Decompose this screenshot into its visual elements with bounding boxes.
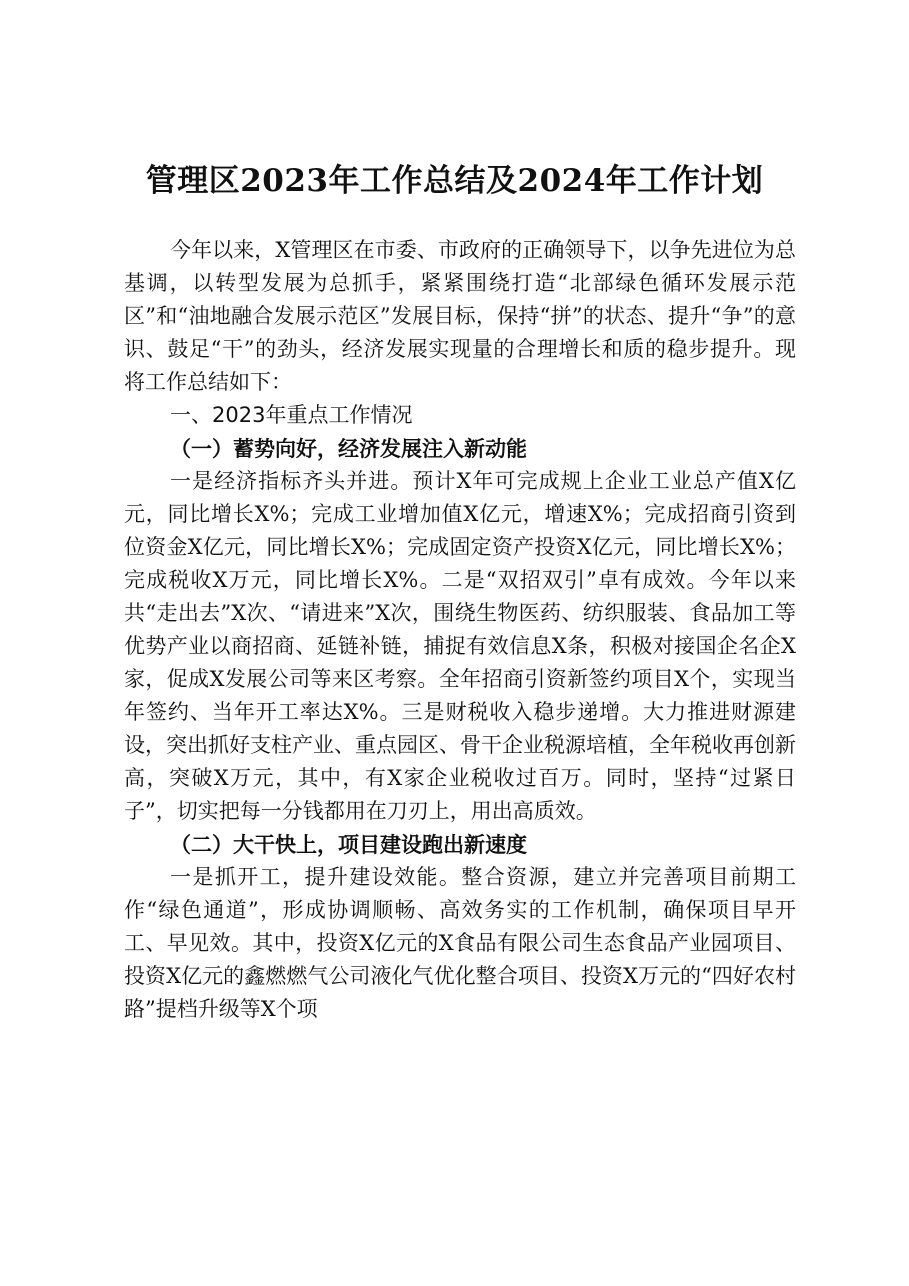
- section-heading-1: 一、2023年重点工作情况: [170, 403, 413, 427]
- subsection-1-paragraph: 一是经济指标齐头并进。预计X年可完成规上企业工业总产值X亿元，同比增长X%；完成工业增加值X亿元，增速X%；完成招商引资到位资金X亿元，同比增长X%；完成固定资产投资X亿元，同比增长X%；完成税收X万元，同比增长X%。二是“双招双引”卓有成效。今年以来共“走出去”X次、“请进来”X次，围绕生物医药、纺织服装、食品加工等优势产业以商招商、延链补链，捕捉有效信息X条，积极对接国企名企X家，促成X发展公司等来区考察。全年招商引资新签约项目X个，实现当年签约、当年开工率达X%。三是财税收入稳步递增。大力推进财源建设，突出抓好支柱产业、重点园区、骨干企业税源培植，全年税收再创新高，突破X万元，其中，有X家企业税收过百万。同时，坚持“过紧日子”，切实把每一分钱都用在刀刃上，用出高质效。: [124, 469, 796, 823]
- subsection-heading-1: （一）蓄势向好，经济发展注入新动能: [170, 436, 527, 461]
- subsection-heading-2: （二）大干快上，项目建设跑出新速度: [170, 832, 527, 857]
- document-title: 管理区2023年工作总结及2024年工作计划: [145, 163, 764, 199]
- document-body: [124, 234, 796, 1026]
- intro-paragraph: 今年以来，X管理区在市委、市政府的正确领导下，以争先进位为总基调，以转型发展为总抓手，紧紧围绕打造“北部绿色循环发展示范区”和“油地融合发展示范区”发展目标，保持“拼”的状态、提升“争”的意识、鼓足“干”的劲头，经济发展实现量的合理增长和质的稳步提升。现将工作总结如下：: [124, 238, 796, 394]
- subsection-2-paragraph: 一是抓开工，提升建设效能。整合资源，建立并完善项目前期工作“绿色通道”，形成协调顺畅、高效务实的工作机制，确保项目早开工、早见效。其中，投资X亿元的X食品有限公司生态食品产业园项目、投资X亿元的鑫燃燃气公司液化气优化整合项目、投资X万元的“四好农村路”提档升级等X个项: [124, 865, 796, 1021]
